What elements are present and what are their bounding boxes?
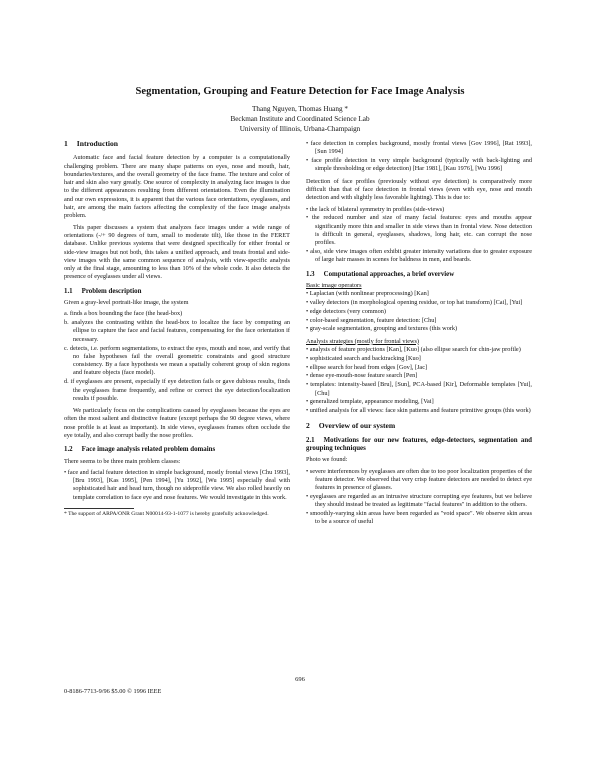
list-item: • templates: intensity-based [Bru], [Sun], PCA-based [Kir], Deformable templates [Yui], [Chu] — [306, 381, 532, 397]
author-block — [0, 104, 600, 134]
subsection-heading-related: 1.2 Face image analysis related problem domains — [64, 446, 216, 454]
list-item: b. analyzes the contrasting within the head-box to localize the face by computing an ellipse to capture the face and facial features, compensating for the face orientation if necessary. — [64, 319, 290, 343]
list-item: • face and facial feature detection in simple background, mostly frontal views [Chu 1993], [Bru 1993], [Kas 1995], [Pen 1994], [Yu 1992], [Wu 1995] especially deal with sophisticated hair and head turn, though no sideprofile view. We also rolled heavily on template correlation to face eye and nose features. We would investigate in this work. — [64, 468, 290, 501]
list-item: • sophisticated search and backtracking [Kuo] — [306, 354, 421, 362]
analysis-strategies-label: Analysis strategies (mostly for frontal views) — [306, 337, 419, 345]
paragraph: This paper discusses a system that analyzes face images under a wide range of orientations (-/+ 90 degrees of turn, small to moderate tilt), like those in the FERET database. Unlike previous systems that were designed specifically for either frontal or side-view images but not both, this takes a unified approach, and treats frontal and side-view images with the same common sequence of analysis, with view-specific analysis only at the final stage, amounting to less than 10% of the whole code. It also detects the presence of eyeglasses under all views. — [64, 223, 290, 281]
difficulty-list — [306, 206, 532, 265]
list-item: • severe interferences by eyeglasses are often due to too poor localization properties of the feature detector. We observed that very crisp feature detectors are needed to detect eye features in presence of glasses. — [306, 467, 532, 492]
paper-title: Segmentation, Grouping and Feature Detection for Face Image Analysis — [135, 86, 465, 97]
section-heading-introduction: 1 Introduction — [64, 139, 119, 148]
list-item: • dense eye-mouth-nose feature search [Pen] — [306, 372, 418, 380]
list-item: • generalized template, appearance modeling, [Vai] — [306, 398, 434, 406]
list-item: • edge detectors (very common) — [306, 307, 386, 315]
copyright-line: 0-8186-7713-9/96 $5.00 © 1996 IEEE — [64, 688, 162, 695]
right-column — [306, 140, 532, 531]
list-item: • face profile detection in very simple background (typically with back-lighting and simple thresholding or edge detection) [Har 1981], [Kau 1976], [Wu 1996] — [306, 157, 532, 173]
list-item: • color-based segmentation, feature detection: [Chu] — [306, 316, 437, 324]
problem-class-list — [306, 140, 532, 174]
list-item: • ellipse search for head from edges [Gov], [Jac] — [306, 363, 428, 371]
paragraph: Detection of face profiles (previously without eye detection) is comparatively more difficult than that of face detection in frontal views (even with eye, nose and mouth detection and with slightly less favorable lighting). This is due to: — [306, 177, 532, 202]
paragraph: There seems to be three main problem classes: — [64, 457, 181, 465]
related-list — [64, 469, 290, 502]
subsection-heading-computational: 1.3 Computational approaches, a brief overview — [306, 270, 455, 278]
subsection-heading-problem: 1.1 Problem description — [64, 287, 142, 295]
footnote: * The support of ARPA/ONR Grant N00014-93-1-1077 is hereby gratefully acknowledged. — [64, 511, 269, 518]
list-item: • unified analysis for all views: face skin patterns and feature primitive groups (this work) — [306, 407, 531, 415]
list-item: • valley detectors (in morphological opening residue, or top hat transform) [Cai], [Yui] — [306, 299, 523, 307]
paragraph: Given a gray-level portrait-like image, the system — [64, 299, 189, 307]
motivation-list — [306, 468, 532, 527]
author-names: Thang Nguyen, Thomas Huang * — [252, 105, 348, 113]
list-item: d. if eyeglasses are present, especially if eye detection fails or gave dubious results, finds the eyeglasses frame frequently, and refine or correct the eye detection/localization results if possible. — [64, 378, 290, 402]
list-item: • face detection in complex background, mostly frontal views [Gov 1996], [Rat 1993], [Sun 1994] — [306, 140, 532, 156]
author-university: University of Illinois, Urbana-Champaign — [239, 125, 361, 133]
section-heading-overview: 2 Overview of our system — [306, 421, 396, 431]
paragraph: Photo we found: — [306, 456, 348, 464]
paragraph: We particularly focus on the complications caused by eyeglasses because the eyes are often the most salient and distinctive feature (except perhaps the 90 degree views, where nose profile is at least as important). In side views, eyeglasses frames often occlude the eye totally, and also corrupt badly the nose profiles. — [64, 407, 290, 439]
page-number: 696 — [295, 676, 305, 683]
list-item: c. detects, i.e. perform segmentations, to extract the eyes, mouth and nose, and verify that no false hypotheses fail the overall geometric constraints and good structure consistency. By a face hypothesis we mean a spatially coherent group of skin regions and feature objects (face model). — [64, 344, 290, 377]
list-item: • eyeglasses are regarded as an intrusive structure corrupting eye features, but we believe they should instead be treated as legitimate "facial features" in addition to the others. — [306, 492, 532, 509]
left-column — [64, 140, 290, 518]
basic-operators-list — [306, 290, 532, 333]
list-item: • gray-scale segmentation, grouping and textures (this work) — [306, 325, 458, 333]
basic-operators-label: Basic image operators — [306, 281, 362, 289]
list-item: • smoothly-varying skin areas have been regarded as "void space". We observe skin areas to be a source of useful — [306, 510, 532, 526]
problem-list — [64, 310, 290, 403]
list-item: a. finds a box bounding the face (the head-box) — [64, 310, 183, 318]
footnote-rule — [64, 508, 134, 509]
list-item: • the reduced number and size of many facial features: eyes and mouths appear significantly more thin and smaller in side views than in frontal view. Nose detection is difficult in general, eyeglasses, shadows, long hair, etc. can corrupt the nose profiles. — [306, 214, 532, 247]
list-item: • analysis of feature projections [Kan], [Kuo] (also ellipse search for chin-jaw profile) — [306, 346, 521, 354]
author-affiliation: Beckman Institute and Coordinated Science Lab — [230, 115, 370, 123]
analysis-strategies-list — [306, 346, 532, 415]
list-item: • also, side view images often exhibit greater intensity variations due to greater exposure of large hair masses in scenes for baldness in men, and beards. — [306, 248, 532, 264]
list-item: • Laplacian (with nonlinear preprocessing) [Kan] — [306, 290, 429, 298]
subsection-heading-motivations: 2.1 Motivations for our new features, edge-detectors, segmentation and grouping techniques — [306, 436, 532, 452]
list-item: • the lack of bilateral symmetry in profiles (side-views) — [306, 205, 445, 213]
paragraph: Automatic face and facial feature detection by a computer is a computationally challenging problem. There are many shape patterns on eyes, nose and mouth, hair, boundaries/textures, and the overall geometry of the face frame. The texture and color of hair and skin also vary greatly. One source of complexity in analyzing face images is due to the different appearances resulting from different orientations. Even the illumination and our own expressions, it is apparent that the various face orientations, eyeglasses, and hair, are among the main factors affecting the complexity of the face image analysis problem. — [64, 154, 290, 220]
